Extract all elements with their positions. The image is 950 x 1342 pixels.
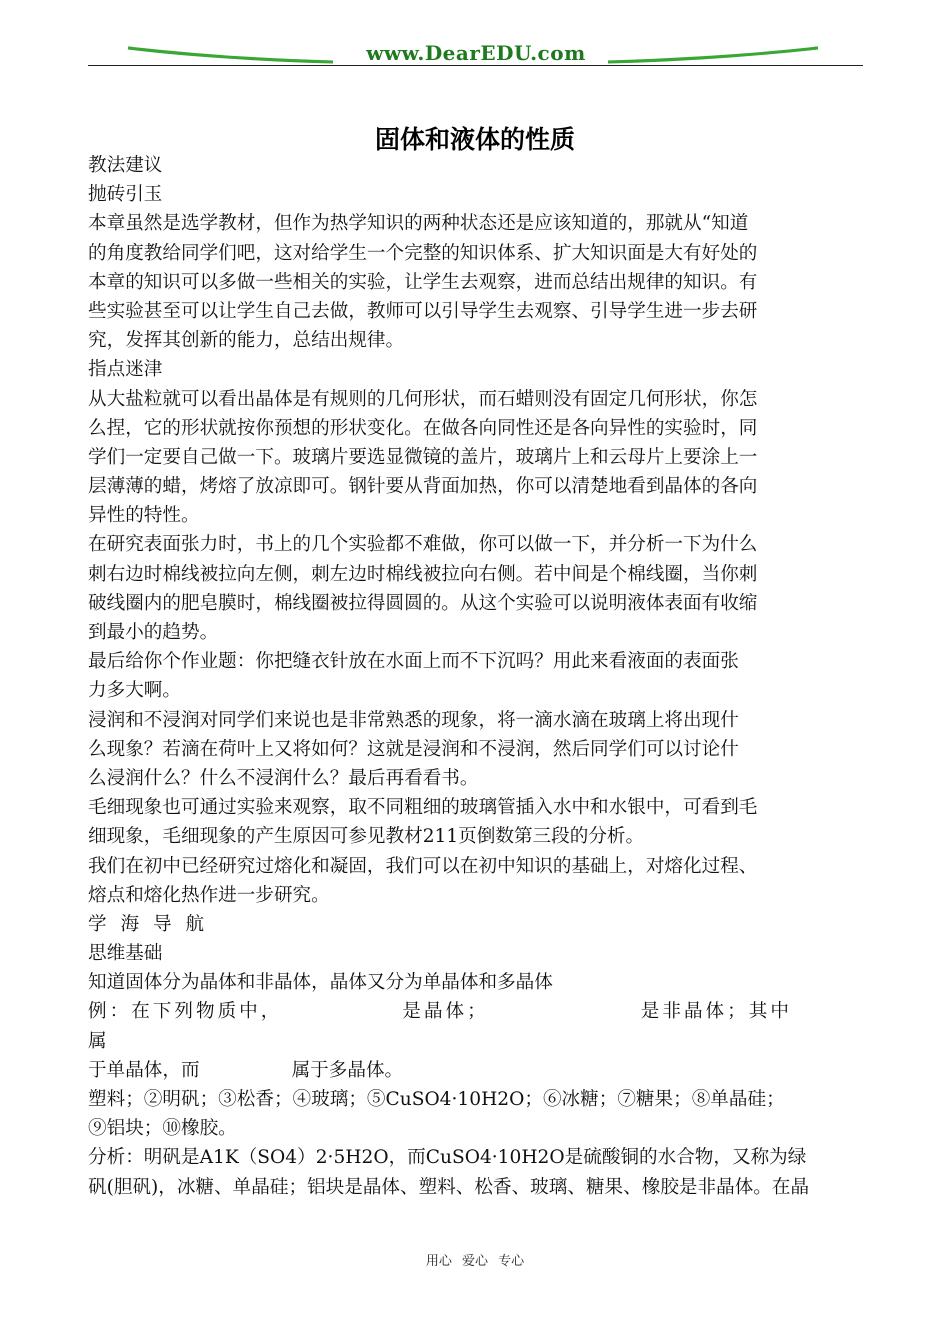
page-footer: 用心 爱心 专心 — [425, 1254, 525, 1269]
paragraph-line: 么浸润什么？什么不浸润什么？最后再看看书。 — [88, 767, 479, 789]
page-header — [88, 36, 863, 70]
paragraph-line: 最后给你个作业题：你把缝衣针放在水面上而不下沉吗？用此来看液面的表面张 — [88, 651, 739, 673]
header-rule — [88, 65, 863, 66]
site-logo-text[interactable]: www.DearEDU.com — [366, 41, 586, 65]
paragraph-line: 么现象？若滴在荷叶上又将如何？这就是浸润和不浸润，然后同学们可以讨论什 — [88, 738, 739, 760]
paragraph-line: 从大盐粒就可以看出晶体是有规则的几何形状，而石蜡则没有固定几何形状，你怎 — [88, 388, 758, 410]
paragraph-line: 本章虽然是选学教材，但作为热学知识的两种状态还是应该知道的，那就从“知道 — [88, 213, 749, 235]
paragraph-line: ⑨铝块；⑩橡胶。 — [88, 1118, 237, 1140]
paragraph-line: 知道固体分为晶体和非晶体，晶体又分为单晶体和多晶体 — [88, 972, 553, 994]
example-question-line — [88, 1056, 868, 1085]
paragraph-line: 的角度教给同学们吧，这对给学生一个完整的知识体系、扩大知识面是大有好处的 — [88, 242, 758, 264]
paragraph-line: 到最小的趋势。 — [88, 622, 219, 643]
example-text: 于单晶体，而 — [88, 1059, 200, 1081]
section-heading: 学 海 导 航 — [88, 913, 209, 935]
paragraph-line: 细现象，毛细现象的产生原因可参见教材211页倒数第三段的分析。 — [88, 826, 645, 848]
example-text: 属于多晶体。 — [291, 1059, 404, 1081]
paragraph-line: 么捏，它的形状就按你预想的形状变化。在做各向同性还是各向异性的实验时，同 — [88, 417, 758, 439]
paragraph-line: 毛细现象也可通过实验来观察，取不同粗细的玻璃管插入水中和水银中，可看到毛 — [88, 797, 758, 819]
paragraph-line: 在研究表面张力时，书上的几个实验都不难做，你可以做一下，并分析一下为什么 — [88, 534, 758, 556]
subsection-heading: 抛砖引玉 — [88, 184, 163, 206]
paragraph-line: 我们在初中已经研究过熔化和凝固，我们可以在初中知识的基础上，对熔化过程、 — [88, 855, 758, 877]
subsection-heading: 指点迷津 — [88, 359, 163, 381]
paragraph-line: 力多大啊。 — [88, 680, 181, 702]
example-question-line — [88, 997, 868, 1026]
paragraph-line: 熔点和熔化热作进一步研究。 — [88, 884, 330, 906]
paragraph-line: 塑料；②明矾；③松香；④玻璃；⑤CuSO4·10H2O；⑥冰糖；⑦糖果；⑧单晶硅； — [88, 1089, 785, 1110]
paragraph-line: 异性的特性。 — [88, 505, 200, 527]
document-body — [88, 151, 868, 1202]
paragraph-line: 究，发挥其创新的能力，总结出规律。 — [88, 330, 405, 352]
paragraph-line: 学们一定要自己做一下。玻璃片要选显微镜的盖片，玻璃片上和云母片上要涂上一 — [88, 446, 758, 468]
section-heading: 教法建议 — [88, 155, 163, 176]
example-prefix: 例：在下列物质中， — [88, 1001, 283, 1023]
paragraph-line: 本章的知识可以多做一些相关的实验，让学生去观察，进而总结出规律的知识。有 — [88, 271, 758, 293]
paragraph-line: 些实验甚至可以让学生自己去做，教师可以引导学生去观察、引导学生进一步去研 — [88, 300, 758, 322]
paragraph-line: 浸润和不浸润对同学们来说也是非常熟悉的现象，将一滴水滴在玻璃上将出现什 — [88, 709, 739, 731]
example-text: 是晶体； — [402, 1001, 489, 1023]
document-title: 固体和液体的性质 — [374, 125, 575, 154]
paragraph-line: 刺右边时棉线被拉向左侧，刺左边时棉线被拉向右侧。若中间是个棉线圈，当你刺 — [88, 563, 758, 585]
subsection-heading: 思维基础 — [88, 943, 163, 965]
example-text: 是非晶体；其中 — [640, 1001, 792, 1023]
example-question-line: 属 — [88, 1030, 107, 1052]
paragraph-line: 破线圈内的肥皂膜时，棉线圈被拉得圆圆的。从这个实验可以说明液体表面有收缩 — [88, 592, 758, 614]
paragraph-line: 矾(胆矾)，冰糖、单晶硅；铝块是晶体、塑料、松香、玻璃、糖果、橡胶是非晶体。在晶 — [88, 1176, 810, 1198]
paragraph-line: 分析：明矾是A1K（SO4）2·5H2O，而CuSO4·10H2O是硫酸铜的水合物，又称为绿 — [88, 1147, 807, 1169]
paragraph-line: 层薄薄的蜡，烤熔了放凉即可。钢针要从背面加热，你可以清楚地看到晶体的各向 — [88, 476, 758, 498]
